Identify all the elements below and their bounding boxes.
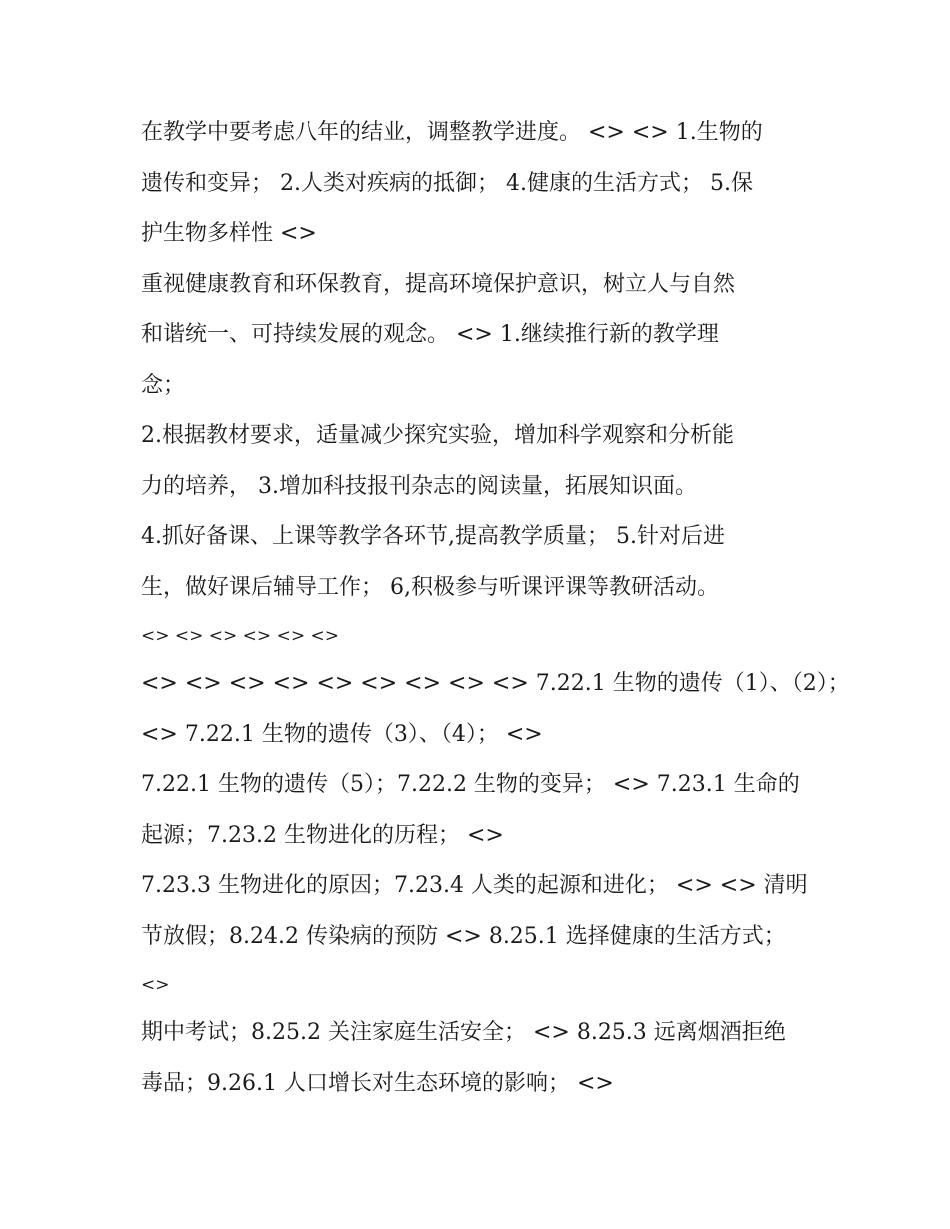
- text-line-7: 2.根据教材要求，适量减少探究实验，增加科学观察和分析能: [141, 423, 734, 448]
- text-line-12: <> <> <> <> <> <> <> <> <> 7.22.1 生物的遗传（1）、（2）；: [141, 671, 850, 696]
- text-line-1: 在教学中要考虑八年的结业，调整教学进度。 <> <> 1.生物的: [141, 120, 763, 145]
- text-line-19: 期中考试；8.25.2 关注家庭生活安全； <> 8.25.3 远离烟酒拒绝: [141, 1020, 786, 1045]
- text-line-8: 力的培养， 3.增加科技报刊杂志的阅读量，拓展知识面。: [141, 473, 697, 499]
- document-body: [141, 108, 850, 1109]
- text-line-11: <> <> <> <> <> <>: [141, 626, 339, 646]
- text-line-13: <> 7.22.1 生物的遗传（3）、（4）； <>: [141, 721, 543, 747]
- text-line-16: 7.23.3 生物进化的原因；7.23.4 人类的起源和进化； <> <> 清明: [141, 873, 808, 898]
- text-line-15: 起源；7.23.2 生物进化的历程； <>: [141, 822, 504, 848]
- text-line-14: 7.22.1 生物的遗传（5）；7.22.2 生物的变异； <> 7.23.1 生命的: [141, 772, 800, 797]
- text-line-4: 重视健康教育和环保教育，提高环境保护意识，树立人与自然: [141, 271, 736, 297]
- text-line-2: 遗传和变异； 2.人类对疾病的抵御； 4.健康的生活方式； 5.保: [141, 170, 753, 196]
- text-line-5: 和谐统一、可持续发展的观念。 <> 1.继续推行新的教学理: [141, 322, 719, 347]
- text-line-20: 毒品；9.26.1 人口增长对生态环境的影响； <>: [141, 1070, 614, 1096]
- text-line-9: 4.抓好备课、上课等教学各环节,提高教学质量； 5.针对后进: [141, 524, 725, 549]
- text-line-18: <>: [141, 975, 170, 995]
- text-line-10: 生，做好课后辅导工作； 6,积极参与听课评课等教研活动。: [141, 574, 719, 600]
- text-line-6: 念；: [141, 372, 186, 398]
- text-line-17: 节放假；8.24.2 传染病的预防 <> 8.25.1 选择健康的生活方式；: [141, 923, 786, 949]
- text-line-3: 护生物多样性 <>: [141, 221, 317, 246]
